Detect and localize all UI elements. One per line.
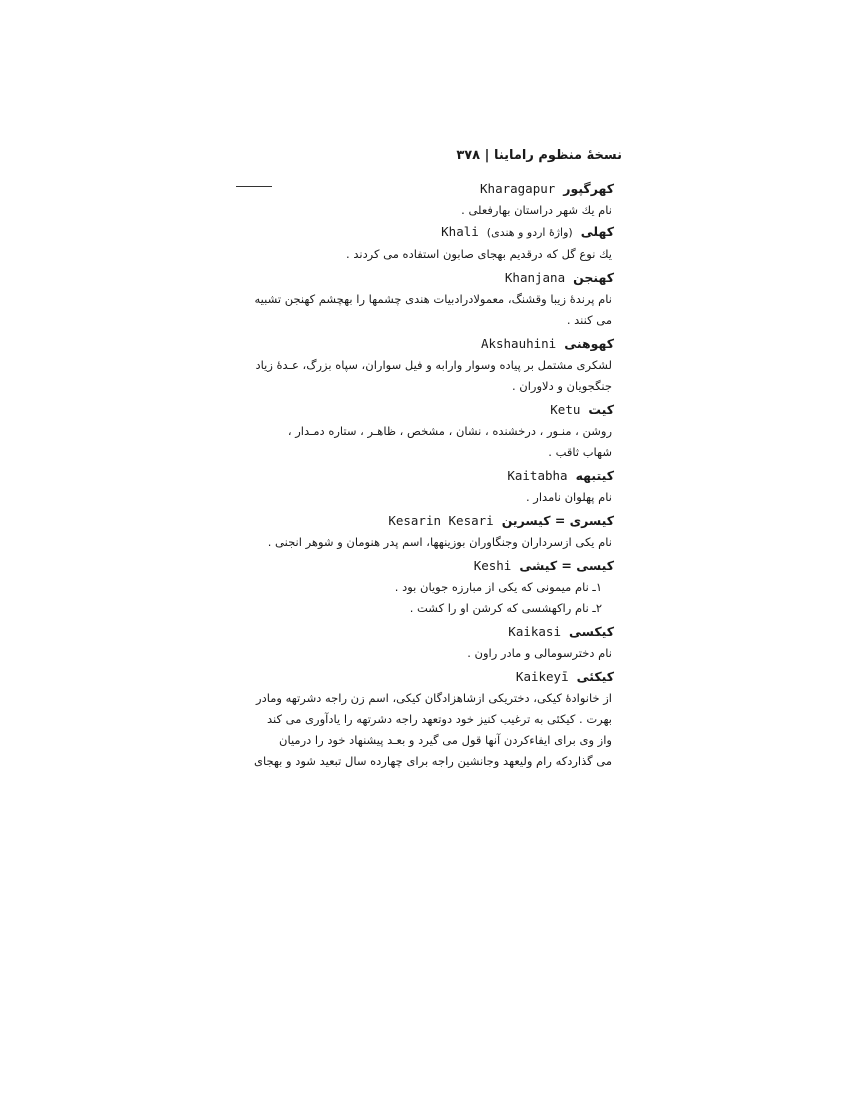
book-title: نسخهٔ منظوم راماینا [493,148,622,163]
glossary-entry [234,555,614,619]
entry-definition [234,643,612,664]
entry-transliteration: Khali [441,224,479,239]
entry-definition [234,688,612,772]
definition-line: لشکری مشتمل بر پیاده وسوار وارابه و فیل سواران، سپاه بزرگ، عـدهٔ زیاد [255,358,612,372]
glossary-entry [234,666,614,772]
definition-line: یك نوع گل که درقدیم بهجای صابون استفاده می کردند . [346,247,612,261]
entry-heading [234,333,614,355]
entry-term: کهوهنی [564,336,614,351]
entry-term: کهنجن [573,270,614,285]
entry-note: (واژهٔ اردو و هندی) [486,226,573,239]
entry-heading [234,399,614,421]
definition-line: بهرت . کیکئی به ترغیب کنیز خود دوتعهد راجه دشرتهه را یادآوری می کند [267,712,612,726]
entry-term: کهرگپور [563,181,614,196]
entry-definition [234,244,612,265]
entry-definition [234,532,612,553]
entry-transliteration: Keshi [473,558,512,573]
definition-line: نام یکی ازسرداران وجنگاوران بوزینهها، اسم پدر هنومان و شوهر انجنی . [267,535,612,549]
entry-transliteration: Kaikeyī [515,669,569,684]
entry-term: کهلی [580,224,614,239]
entry-heading [234,666,614,688]
page-number: ۳۷۸ [456,148,481,163]
entry-transliteration: Kesarin Kesari [388,513,494,528]
entry-term: کیکسی [568,624,614,639]
entry-definition [234,487,612,508]
entry-heading [234,221,614,244]
entry-term: کیسی = کیشی [519,558,614,573]
entry-definition [234,355,612,397]
entry-transliteration: Khanjana [504,270,566,285]
definition-line: نام دخترسومالی و مادر راون . [467,646,612,660]
entry-definition [234,289,612,331]
definition-line: ۲ـ نام راکهشسی که کرشن او را کشت . [409,601,602,615]
entry-term: کیت [588,402,614,417]
entry-definition [234,577,602,619]
definition-line: نام یك شهر دراستان بهارفعلی . [461,203,612,217]
entry-heading [234,555,614,577]
definition-line: از خانوادهٔ کیکی، دختریکی ازشاهزادگان کیکی، اسم زن راجه دشرتهه ومادر [256,691,612,705]
definition-line: واز وی برای ایفاءکردن آنها قول می گیرد و بعـد پیشنهاد خود را درمیان [279,733,612,747]
entry-term: کیکئی [576,669,614,684]
definition-line: می گذاردکه رام ولیعهد وجانشین راجه برای چهارده سال تبعید شود و بهجای [253,754,612,768]
entry-definition [234,200,612,221]
definition-line: جنگجویان و دلاوران . [511,379,612,393]
entry-term: کیتبهه [575,468,614,483]
entry-transliteration: Kaikasi [508,624,561,639]
definition-line: شهاب ثاقب . [548,445,612,459]
glossary-entry [234,510,614,553]
definition-line: روشن ، منـور ، درخشنده ، نشان ، مشخص ، ظاهـر ، ستاره دمـدار ، [287,424,612,438]
glossary-entry [234,178,614,221]
definition-line: نام پهلوان نامدار . [526,490,612,504]
definition-line: نام پرندهٔ زیبا وقشنگ، معمولادرادبیات هندی چشمها را بهچشم کهنجن تشبیه [254,292,612,306]
entry-heading [234,178,614,200]
glossary-entry [234,621,614,664]
glossary-entry [234,333,614,397]
entry-definition [234,421,612,463]
entry-transliteration: Kaitabha [507,468,568,483]
glossary-entries [234,178,614,772]
entry-transliteration: Kharagapur [480,181,556,196]
entry-heading [234,510,614,532]
entry-heading [234,621,614,643]
entry-heading [234,465,614,487]
entry-term: کیسری = کیسرین [501,513,614,528]
glossary-entry [234,267,614,331]
page-header: نسخهٔ منظوم راماینا | ۳۷۸ [456,148,622,163]
glossary-entry [234,465,614,508]
entry-heading [234,267,614,289]
entry-transliteration: Akshauhini [480,336,557,351]
definition-line: ۱ـ نام میمونی که یکی از مبارزه جویان بود . [394,580,602,594]
glossary-entry [234,399,614,463]
definition-line: می کنند . [566,313,612,327]
glossary-entry [234,221,614,265]
entry-transliteration: Ketu [550,402,581,417]
